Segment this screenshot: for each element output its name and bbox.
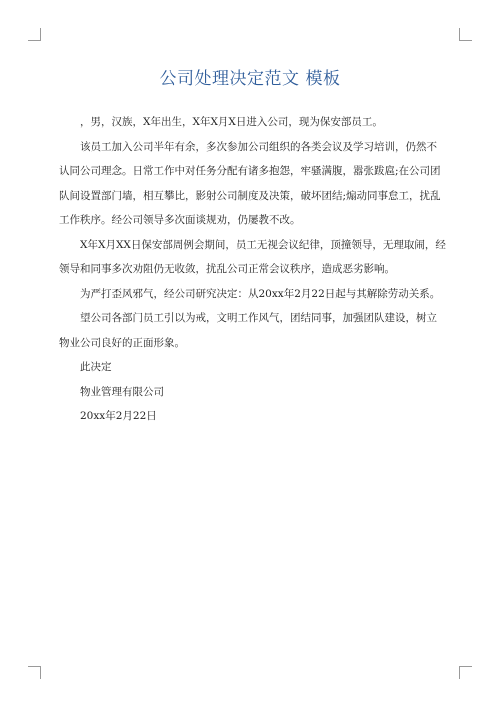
page-corner-mark-bottom-left xyxy=(28,666,41,679)
paragraph-warning: 望公司各部门员工引以为戒，文明工作风气，团结同事，加强团队建设，树立物业公司良好的正面形象。 xyxy=(59,312,437,349)
paragraph-decision: 为严打歪风邪气，经公司研究决定：从20xx年2月22日起与其解除劳动关系。 xyxy=(80,287,441,300)
document-title: 公司处理决定范文 模板 xyxy=(159,69,341,89)
paragraph-misconduct: 该员工加入公司半年有余，多次参加公司组织的各类会议及学习培训，仍然不认同公司理念。日常工作中对任务分配有诸多抱怨，牢骚满腹，嚣张跋扈;在公司团队间设置部门墙，相互攀比，影射公司制度及决策，破坏团结;煽动同事怠工，扰乱工作秩序。经公司领导多次面谈规劝，仍屡教不改。 xyxy=(59,140,441,226)
paragraph-meeting-incident: X年X月XX日保安部周例会期间，员工无视会议纪律，顶撞领导，无理取闹，经领导和同事多次劝阻仍无收敛，扰乱公司正常会议秩序，造成恶劣影响。 xyxy=(59,238,446,275)
page-corner-mark-top-left xyxy=(28,28,41,41)
page-corner-mark-top-right xyxy=(459,28,472,41)
company-signature: 物业管理有限公司 xyxy=(80,385,164,398)
paragraph-employee-info: ，男，汉族，X年出生，X年X月X日进入公司，现为保安部员工。 xyxy=(80,116,383,128)
document-body xyxy=(59,110,447,429)
document-date: 20xx年2月22日 xyxy=(80,410,157,422)
page-corner-mark-bottom-right xyxy=(459,666,472,679)
closing-statement: 此决定 xyxy=(80,361,112,373)
